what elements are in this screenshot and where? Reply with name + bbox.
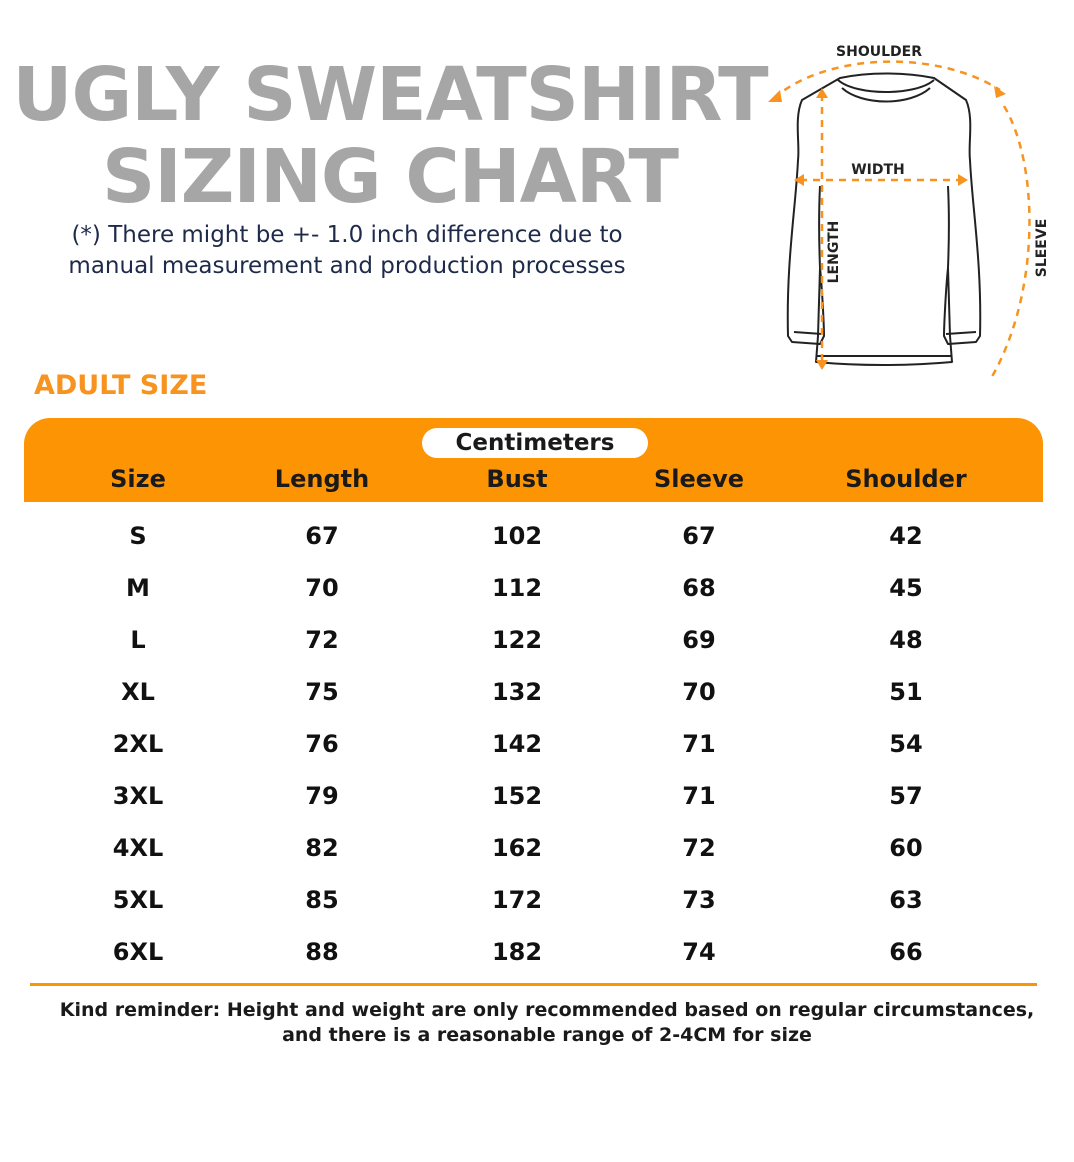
kind-reminder-line-1: Kind reminder: Height and weight are only recommended based on regular circumstances, [59,999,1035,1021]
sleeve-cell: 67 [682,522,716,550]
sleeve-cell: 68 [682,574,716,602]
size-cell: 3XL [112,782,164,810]
shoulder-cell: 57 [889,782,923,810]
size-cell: XL [121,678,155,706]
table-row [24,510,1043,562]
sleeve-cell: 71 [682,782,716,810]
length-cell: 88 [305,938,339,966]
size-cell: S [129,522,147,550]
bust-cell: 112 [491,574,543,602]
shoulder-cell: 45 [889,574,923,602]
kind-reminder [0,998,1074,1048]
column-header-shoulder: Shoulder [845,465,967,493]
column-header-length: Length [274,465,370,493]
table-row [24,718,1043,770]
width-label: WIDTH [851,162,905,178]
page-title-line-1: UGLY SWEATSHIRT [12,52,768,138]
size-cell: M [126,574,150,602]
bust-cell: 122 [491,626,543,654]
sleeve-cell: 72 [682,834,716,862]
size-cell: L [130,626,146,654]
page-title-line-2: SIZING CHART [101,134,679,220]
unit-pill: Centimeters [422,428,648,458]
table-row [24,822,1043,874]
length-cell: 72 [305,626,339,654]
bust-cell: 162 [491,834,543,862]
shoulder-cell: 48 [889,626,923,654]
bust-cell: 182 [491,938,543,966]
size-cell: 5XL [112,886,164,914]
table-row [24,926,1043,978]
sleeve-cell: 69 [682,626,716,654]
shoulder-cell: 42 [889,522,923,550]
shoulder-cell: 63 [889,886,923,914]
size-table-body [24,510,1043,978]
sleeve-cell: 70 [682,678,716,706]
table-divider [30,983,1037,986]
bust-cell: 172 [491,886,543,914]
length-cell: 79 [305,782,339,810]
shoulder-label: SHOULDER [836,44,922,60]
size-cell: 4XL [112,834,164,862]
bust-cell: 142 [491,730,543,758]
shoulder-cell: 66 [889,938,923,966]
table-row [24,666,1043,718]
bust-cell: 102 [491,522,543,550]
measurement-note-line-1: (*) There might be +- 1.0 inch difference due to [71,222,623,248]
table-row [24,770,1043,822]
length-cell: 76 [305,730,339,758]
length-cell: 82 [305,834,339,862]
shoulder-cell: 54 [889,730,923,758]
table-header [24,418,1043,502]
sleeve-cell: 74 [682,938,716,966]
shoulder-cell: 60 [889,834,923,862]
length-cell: 75 [305,678,339,706]
column-header-bust: Bust [486,465,548,493]
sleeve-cell: 71 [682,730,716,758]
size-cell: 6XL [112,938,164,966]
column-header-size: Size [110,465,166,493]
length-label: LENGTH [826,220,842,284]
length-cell: 70 [305,574,339,602]
column-header-sleeve: Sleeve [654,465,744,493]
size-cell: 2XL [112,730,164,758]
sweatshirt-measurement-illustration [738,36,1070,386]
bust-cell: 132 [491,678,543,706]
measurement-note [0,220,694,282]
sleeve-cell: 73 [682,886,716,914]
table-row [24,874,1043,926]
sleeve-label: SLEEVE [1034,218,1050,278]
measurement-note-line-2: manual measurement and production processes [68,253,626,279]
shoulder-cell: 51 [889,678,923,706]
length-cell: 67 [305,522,339,550]
sweatshirt-outline-icon [788,74,981,366]
bust-cell: 152 [491,782,543,810]
length-cell: 85 [305,886,339,914]
table-row [24,614,1043,666]
kind-reminder-line-2: and there is a reasonable range of 2-4CM for size [282,1024,812,1046]
table-row [24,562,1043,614]
section-label-adult-size: ADULT SIZE [34,370,208,401]
